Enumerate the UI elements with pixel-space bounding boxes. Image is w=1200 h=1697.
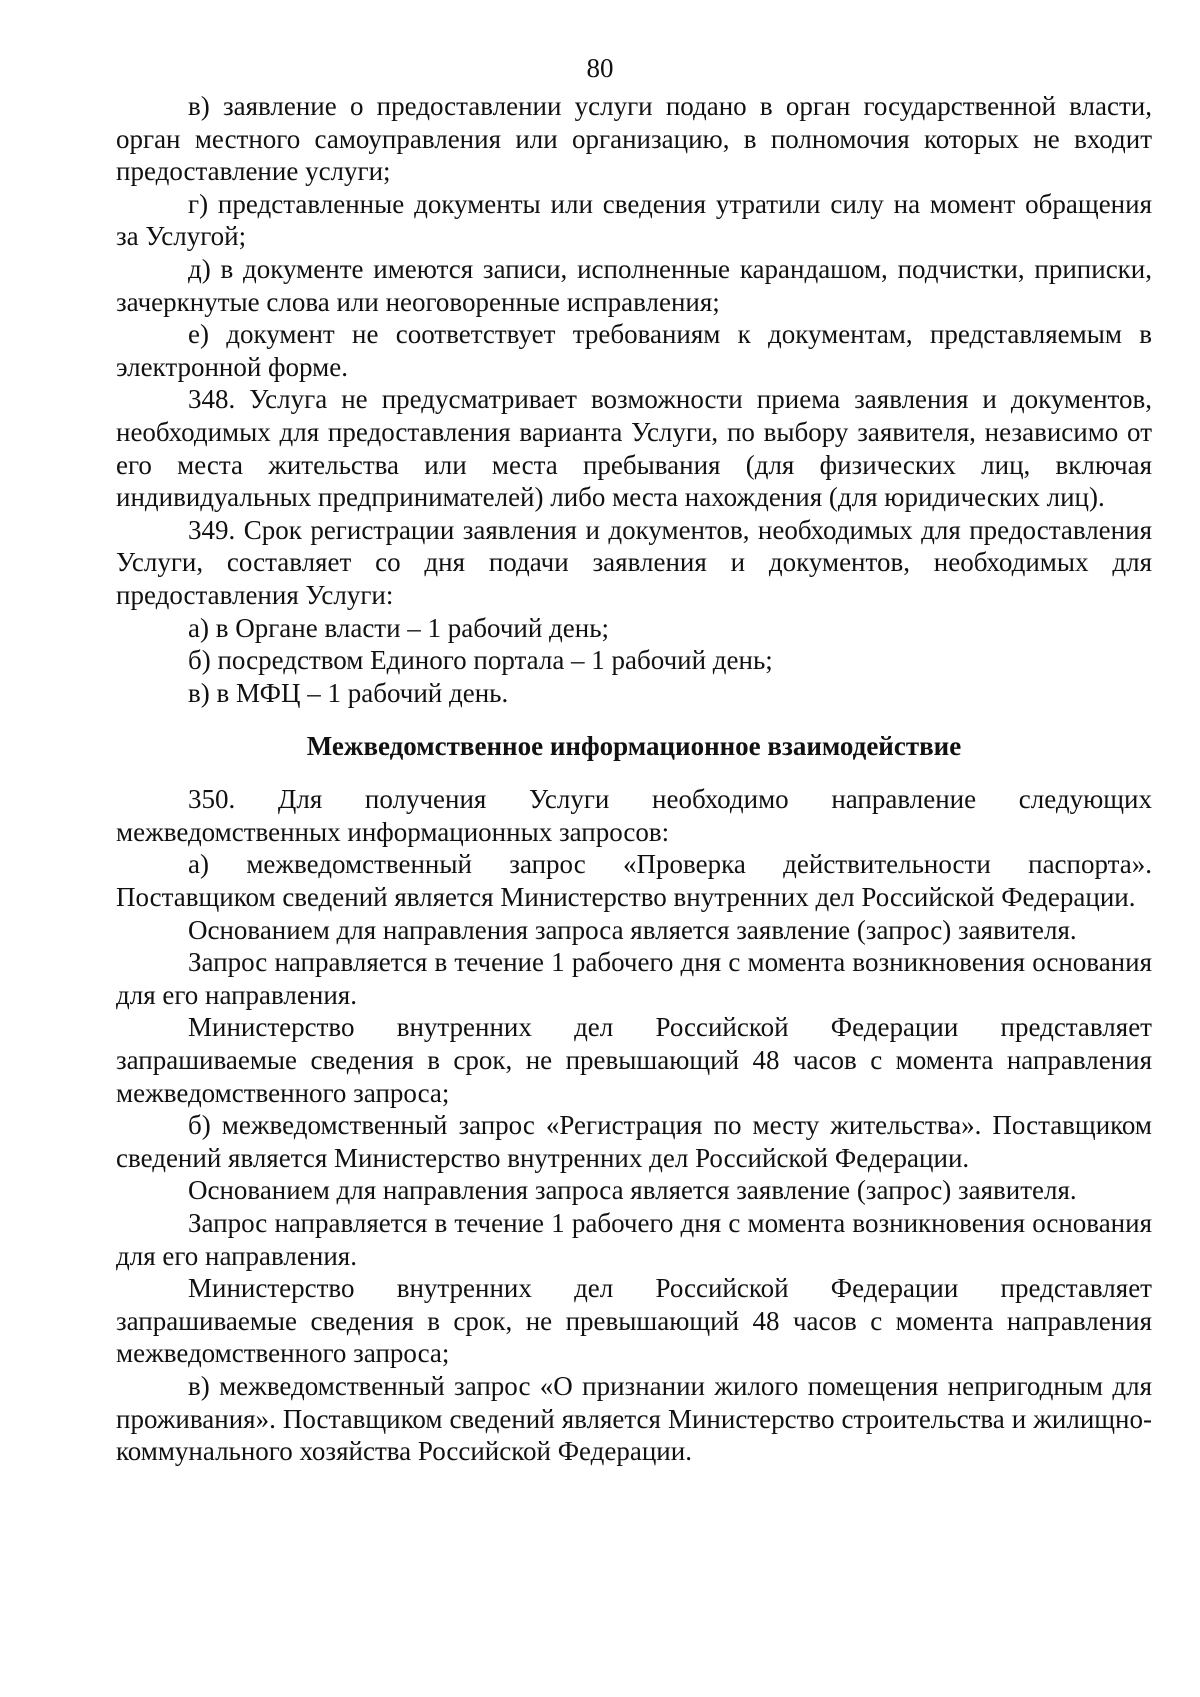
paragraph: Основанием для направления запроса является заявление (запрос) заявителя. bbox=[188, 1175, 1077, 1206]
paragraph: е) документ не соответствует требованиям к документам, представляемым в электронной форме. bbox=[116, 319, 1152, 382]
paragraph: Министерство внутренних дел Российской Федерации представляет запрашиваемые сведения в срок, не превышающий 48 часов с момента направления межведомственного запроса; bbox=[116, 1012, 1152, 1108]
paragraph: 349. Срок регистрации заявления и документов, необходимых для предоставления Услуги, составляет со дня подачи заявления и документов, необходимых для предоставления Услуги: bbox=[116, 514, 1152, 610]
paragraph: Основанием для направления запроса является заявление (запрос) заявителя. bbox=[188, 914, 1077, 945]
paragraph: а) межведомственный запрос «Проверка действительности паспорта». Поставщиком сведений является Министерство внутренних дел Российской Федерации. bbox=[116, 849, 1152, 913]
section-heading: Межведомственное информационное взаимодействие bbox=[306, 731, 962, 762]
paragraph: а) в Органе власти – 1 рабочий день; bbox=[188, 612, 610, 643]
paragraph: 350. Для получения Услуги необходимо направление следующих межведомственных информационных запросов: bbox=[116, 784, 1152, 847]
paragraph: б) межведомственный запрос «Регистрация по месту жительства». Поставщиком сведений является Министерство внутренних дел Российской Федерации. bbox=[116, 1110, 1152, 1173]
paragraph: Запрос направляется в течение 1 рабочего дня с момента возникновения основания для его направления. bbox=[116, 947, 1152, 1010]
document-body bbox=[116, 90, 1152, 1468]
paragraph: г) представленные документы или сведения утратили силу на момент обращения за Услугой; bbox=[116, 188, 1152, 252]
paragraph: Запрос направляется в течение 1 рабочего дня с момента возникновения основания для его направления. bbox=[116, 1208, 1152, 1271]
paragraph: в) заявление о предоставлении услуги подано в орган государственной власти, орган местного самоуправления или организацию, в полномочия которых не входит предоставление услуги; bbox=[116, 91, 1152, 187]
paragraph: в) в МФЦ – 1 рабочий день. bbox=[188, 677, 509, 708]
paragraph: в) межведомственный запрос «О признании жилого помещения непригодным для проживания». Поставщиком сведений является Министерство строительства и жилищно-коммунального хозяйства Российской Федерации. bbox=[116, 1370, 1152, 1467]
page-number: 80 bbox=[586, 53, 614, 83]
paragraph: д) в документе имеются записи, исполненные карандашом, подчистки, приписки, зачеркнутые слова или неоговоренные исправления; bbox=[116, 253, 1152, 317]
paragraph: Министерство внутренних дел Российской Федерации представляет запрашиваемые сведения в срок, не превышающий 48 часов с момента направления межведомственного запроса; bbox=[116, 1273, 1152, 1369]
paragraph: б) посредством Единого портала – 1 рабочий день; bbox=[188, 645, 773, 676]
paragraph: 348. Услуга не предусматривает возможности приема заявления и документов, необходимых для предоставления варианта Услуги, по выбору заявителя, независимо от его места жительства или места пребывания (для физических лиц, включая индивидуальных предпринимателей) либо места нахождения (для юридических лиц). bbox=[116, 384, 1152, 513]
